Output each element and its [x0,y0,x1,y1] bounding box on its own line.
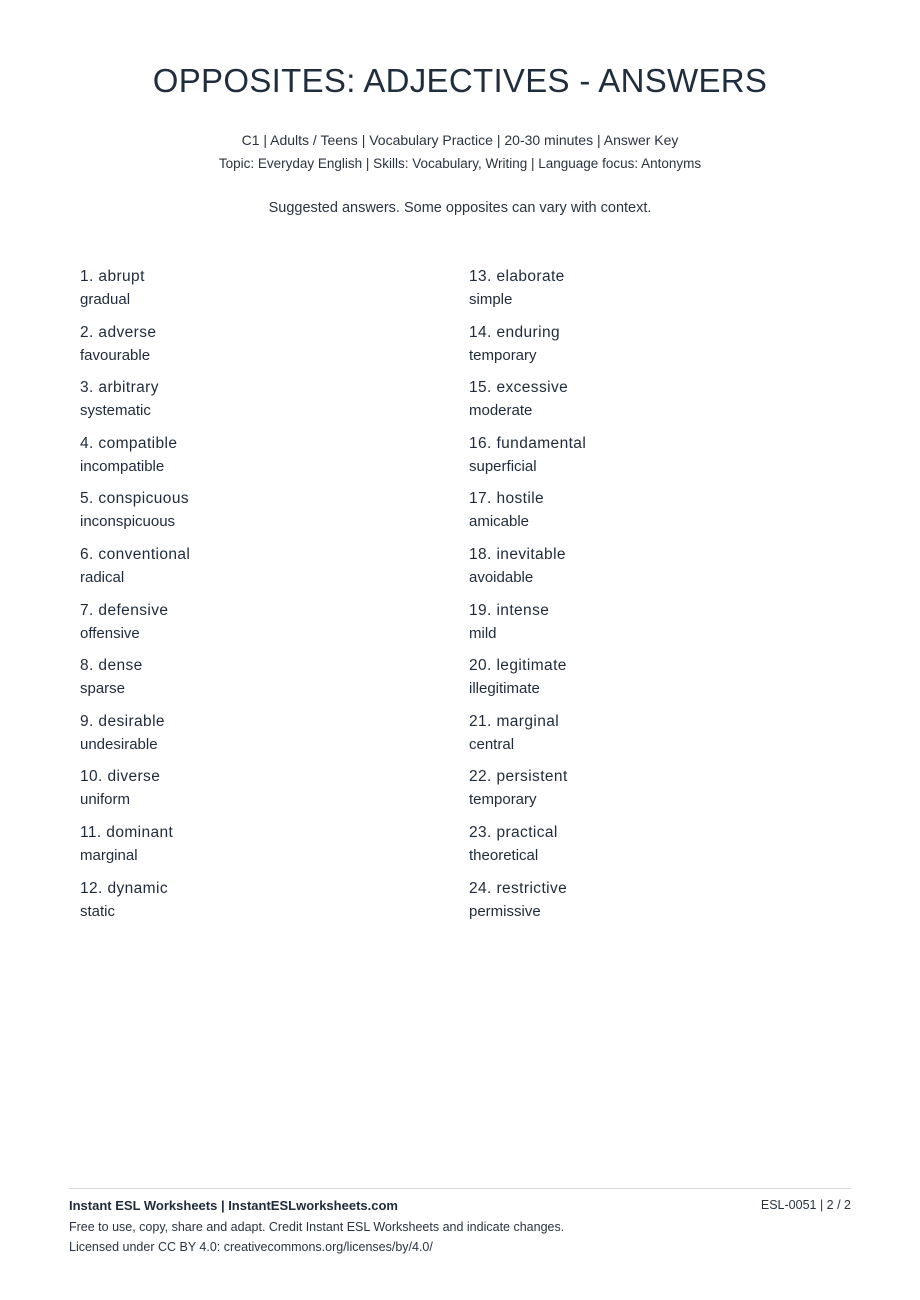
answer-item [80,544,440,600]
footer-divider [69,1188,851,1189]
answer-opposite: uniform [80,791,131,809]
answer-item [80,711,440,767]
answer-opposite: theoretical [469,846,539,864]
answer-opposite: avoidable [469,568,534,586]
answer-opposite: illegitimate [469,680,540,698]
answer-key-intro: Suggested answers. Some opposites can vary with context. [268,200,652,216]
answer-word: 13. elaborate [469,268,565,285]
answer-word: 5. conspicuous [80,490,189,508]
answer-opposite: moderate [469,402,533,420]
answer-word: 1. abrupt [80,268,145,285]
answer-item [469,711,829,767]
answer-word: 20. legitimate [469,657,567,675]
answer-item [80,878,440,934]
worksheet-meta-level: C1 | Adults / Teens | Vocabulary Practice | 20-30 minutes | Answer Key [241,132,679,148]
answer-word: 2. adverse [80,323,157,341]
answers-column-right [469,266,829,933]
answer-item [469,322,829,378]
footer-brand: Instant ESL Worksheets | InstantESLworksheets.com [69,1198,398,1213]
answer-opposite: inconspicuous [80,513,176,531]
answer-item [469,433,829,489]
answer-opposite: incompatible [80,457,165,475]
answer-word: 23. practical [469,823,558,841]
answer-opposite: favourable [80,346,151,364]
answer-opposite: offensive [80,624,140,642]
answer-opposite: permissive [469,902,541,920]
answer-item [80,655,440,711]
answer-opposite: amicable [469,513,530,531]
answer-opposite: sparse [80,680,126,698]
answer-item [469,822,829,878]
answer-opposite: radical [80,568,125,586]
answer-item [80,266,440,322]
answer-word: 24. restrictive [469,879,568,897]
worksheet-meta-topic: Topic: Everyday English | Skills: Vocabulary, Writing | Language focus: Antonyms [218,156,702,171]
answer-word: 10. diverse [80,768,161,786]
answer-item [80,433,440,489]
answer-opposite: simple [469,291,513,308]
answer-opposite: static [80,902,116,920]
answer-word: 3. arbitrary [80,379,159,397]
answer-word: 16. fundamental [469,434,587,452]
answer-item [469,655,829,711]
answer-item [469,544,829,600]
answer-word: 18. inevitable [469,545,566,563]
answer-word: 4. compatible [80,434,178,452]
answer-item [80,766,440,822]
answer-word: 8. dense [80,657,143,675]
footer-page-code: ESL-0051 | 2 / 2 [760,1198,851,1212]
footer-license-url: Licensed under CC BY 4.0: creativecommons.org/licenses/by/4.0/ [69,1240,433,1254]
answer-item [469,488,829,544]
answer-opposite: gradual [80,291,131,308]
answer-opposite: temporary [469,346,537,364]
answer-item [80,377,440,433]
answer-word: 9. desirable [80,712,165,730]
answer-item [80,822,440,878]
answer-word: 11. dominant [80,823,174,841]
answer-item [469,766,829,822]
footer-license-line: Free to use, copy, share and adapt. Credit Instant ESL Worksheets and indicate changes. [69,1220,565,1234]
answer-item [469,266,829,322]
answer-word: 15. excessive [469,379,569,397]
answer-opposite: marginal [80,846,138,864]
answer-opposite: systematic [80,402,151,420]
answer-word: 12. dynamic [80,879,168,897]
answer-word: 22. persistent [469,768,568,786]
answer-item [469,600,829,656]
page-title: OPPOSITES: ADJECTIVES - ANSWERS [152,62,768,99]
answer-word: 7. defensive [80,601,169,619]
answer-word: 17. hostile [469,490,545,508]
answer-opposite: mild [469,624,497,642]
answer-opposite: central [469,735,515,753]
answer-opposite: temporary [469,791,537,809]
answer-word: 21. marginal [469,712,560,730]
answer-opposite: superficial [469,457,537,475]
answer-opposite: undesirable [80,735,158,753]
answer-word: 19. intense [469,601,550,619]
answer-word: 6. conventional [80,545,191,563]
answer-item [80,488,440,544]
answer-item [469,377,829,433]
answer-item [469,878,829,934]
answer-word: 14. enduring [469,323,560,341]
answer-item [80,322,440,378]
answer-item [80,600,440,656]
answers-column-left [80,266,440,933]
